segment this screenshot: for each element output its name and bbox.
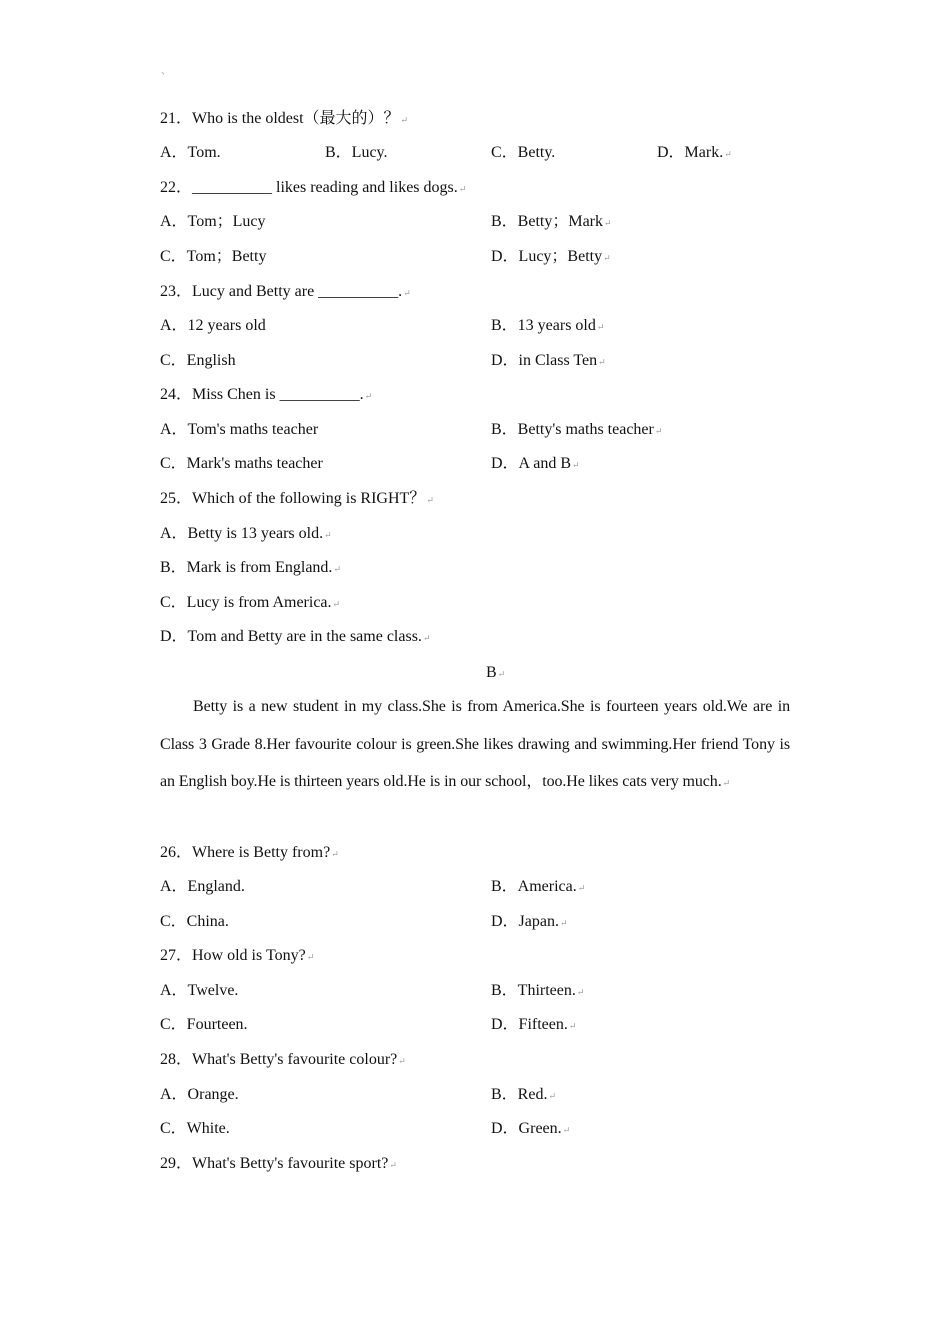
option-text: B．Thirteen.: [491, 982, 576, 999]
question-text: 28．What's Betty's favourite colour?: [160, 1051, 398, 1068]
option-text: D．Japan.: [491, 913, 559, 930]
option-text: B．America.: [491, 878, 577, 895]
paragraph-mark: ↵: [422, 633, 431, 643]
option-text: A．Betty is 13 years old.: [160, 525, 324, 542]
paragraph-mark: ↵: [604, 218, 612, 228]
option-text: D．Lucy；Betty: [491, 248, 603, 265]
question-text: 26．Where is Betty from?: [160, 844, 331, 861]
paragraph-mark: ↵: [562, 1125, 571, 1135]
option-text: B．Betty's maths teacher: [491, 421, 654, 438]
q26-option-a: A．England.: [160, 878, 245, 895]
q22-option-d: [491, 246, 611, 268]
paragraph-mark: ↵: [577, 883, 586, 893]
paragraph-mark: ↵: [306, 952, 315, 962]
q23-option-c: C．English: [160, 352, 236, 369]
option-text: D．Tom and Betty are in the same class.: [160, 628, 422, 645]
paragraph-mark: ↵: [331, 849, 339, 859]
paragraph-mark: ↵: [400, 115, 409, 125]
paragraph-mark: ↵: [364, 391, 373, 401]
q25-option-b: [160, 557, 341, 579]
option-text: D．Green.: [491, 1120, 562, 1137]
q22-option-a: A．Tom；Lucy: [160, 213, 266, 230]
paragraph-mark: ↵: [576, 987, 585, 997]
q26-option-d: [491, 911, 568, 933]
q23-option-b: [491, 315, 604, 337]
paragraph-mark: ↵: [572, 460, 580, 470]
section-label-text: B: [486, 664, 497, 681]
paragraph-mark: ↵: [497, 669, 506, 679]
paragraph-mark: ↵: [654, 426, 663, 436]
q26-option-c: C．China.: [160, 913, 229, 930]
q27-option-d: [491, 1014, 576, 1036]
passage-text: Betty is a new student in my class.She is from America.She is fourteen years old.We are in Class 3 Grade 8.Her favourite colour is green.She likes drawing and swimming.Her friend Tony is an English boy.He is thirteen years old.He is in our school，too.He likes cats very much.: [160, 698, 790, 790]
q21-option-a: A．Tom.: [160, 144, 221, 161]
paragraph-mark: ↵: [722, 778, 731, 788]
q28-option-c: C．White.: [160, 1120, 230, 1137]
question-28: [160, 1049, 406, 1071]
paragraph-mark: ↵: [548, 1091, 556, 1101]
paragraph-mark: ↵: [560, 918, 568, 928]
option-text: B．Betty；Mark: [491, 213, 603, 230]
q21-option-b: B．Lucy.: [325, 144, 388, 161]
q23-option-a: A．12 years old: [160, 317, 266, 334]
paragraph-mark: ↵: [568, 1021, 577, 1031]
q27-option-b: [491, 980, 584, 1002]
question-25: [160, 488, 434, 510]
question-text: 21．Who is the oldest（最大的）？: [160, 110, 400, 127]
corner-mark: 、: [161, 66, 171, 77]
paragraph-mark: ↵: [458, 184, 467, 194]
question-24: [160, 384, 372, 406]
option-text: D．Mark.: [657, 144, 724, 161]
option-text: D．A and B: [491, 455, 572, 472]
q27-option-c: C．Fourteen.: [160, 1016, 248, 1033]
q28-option-a: A．Orange.: [160, 1086, 239, 1103]
question-21: [160, 108, 408, 130]
paragraph-mark: ↵: [426, 495, 434, 505]
question-29: [160, 1153, 397, 1175]
question-27: [160, 945, 314, 967]
section-b-label: [486, 662, 505, 684]
paragraph-mark: ↵: [598, 357, 606, 367]
paragraph-mark: ↵: [403, 288, 411, 298]
reading-passage: [160, 688, 790, 803]
q22-option-b: [491, 211, 612, 233]
question-26: [160, 842, 339, 864]
option-text: B．Mark is from England.: [160, 559, 333, 576]
option-text: D．in Class Ten: [491, 352, 598, 369]
q22-option-c: C．Tom；Betty: [160, 248, 267, 265]
q24-option-c: C．Mark's maths teacher: [160, 455, 323, 472]
q23-option-d: [491, 350, 606, 372]
question-text: 23．Lucy and Betty are __________.: [160, 283, 403, 300]
question-23: [160, 281, 411, 303]
option-text: C．Lucy is from America.: [160, 594, 332, 611]
question-22: [160, 177, 466, 199]
q26-option-b: [491, 876, 585, 898]
q24-option-d: [491, 453, 580, 475]
q25-option-d: [160, 626, 430, 648]
paragraph-mark: ↵: [596, 322, 605, 332]
option-text: B．Red.: [491, 1086, 548, 1103]
q25-option-a: [160, 523, 332, 545]
q24-option-b: [491, 419, 662, 441]
question-text: 24．Miss Chen is __________.: [160, 386, 364, 403]
paragraph-mark: ↵: [333, 564, 341, 574]
q21-option-c: C．Betty.: [491, 144, 556, 161]
paragraph-mark: ↵: [398, 1056, 406, 1066]
option-text: D．Fifteen.: [491, 1016, 568, 1033]
question-text: 25．Which of the following is RIGHT？: [160, 490, 426, 507]
q27-option-a: A．Twelve.: [160, 982, 239, 999]
paragraph-mark: ↵: [324, 530, 332, 540]
paragraph-mark: ↵: [724, 149, 732, 159]
option-text: B．13 years old: [491, 317, 596, 334]
q21-option-d: [657, 142, 732, 164]
question-text: 22．__________ likes reading and likes dogs.: [160, 179, 458, 196]
question-text: 27．How old is Tony?: [160, 947, 306, 964]
question-text: 29．What's Betty's favourite sport?: [160, 1155, 389, 1172]
paragraph-mark: ↵: [389, 1160, 397, 1170]
q24-option-a: A．Tom's maths teacher: [160, 421, 319, 438]
q28-option-b: [491, 1084, 556, 1106]
paragraph-mark: ↵: [603, 253, 611, 263]
q25-option-c: [160, 592, 340, 614]
q28-option-d: [491, 1118, 570, 1140]
paragraph-mark: ↵: [332, 599, 341, 609]
